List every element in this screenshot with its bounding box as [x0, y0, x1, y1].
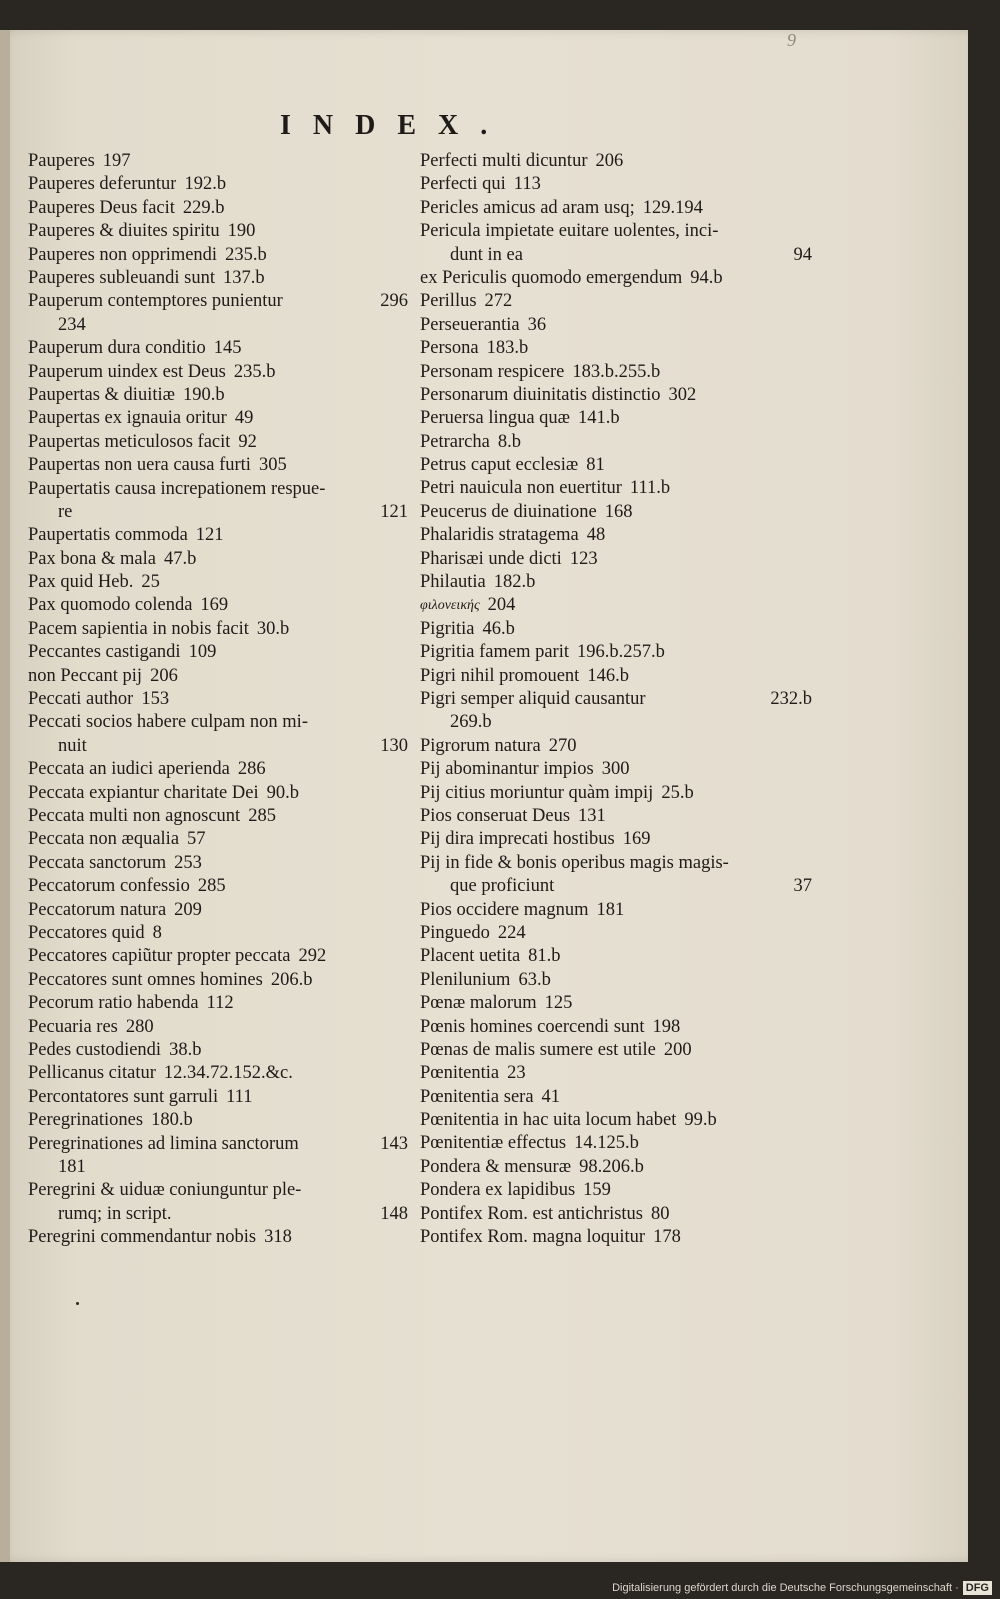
entry-term: Peccantes castigandi — [28, 642, 181, 663]
index-entry — [420, 1062, 812, 1085]
entry-term: Pauperes subleuandi sunt — [28, 267, 216, 288]
index-entry — [420, 665, 812, 688]
index-entry — [28, 197, 408, 220]
entry-page-ref — [400, 1179, 408, 1202]
index-entry — [28, 1039, 408, 1062]
entry-term: Paupertatis commoda — [28, 525, 188, 546]
entry-page-ref: 8 — [152, 922, 162, 943]
index-entry — [28, 548, 408, 571]
page-edge — [0, 30, 10, 1562]
entry-page-ref: 125 — [544, 993, 573, 1014]
entry-continuation: dunt in ea — [450, 244, 523, 265]
entry-term: Peccata multi non agnoscunt — [28, 806, 241, 827]
index-entry — [28, 1109, 408, 1132]
entry-page-ref: 14.125.b — [574, 1133, 639, 1154]
index-entry — [28, 173, 408, 196]
entry-term: Pigritia famem parit — [420, 642, 569, 663]
entry-page-ref: 137.b — [223, 267, 265, 288]
index-entry — [28, 454, 408, 477]
index-entry — [28, 805, 408, 828]
entry-term: Pauperum contemptores punientur — [28, 291, 283, 312]
entry-term: Peruersa lingua quæ — [420, 408, 571, 429]
index-entry — [420, 501, 812, 524]
entry-page-ref: 47.b — [163, 548, 197, 569]
index-entry — [28, 852, 408, 875]
index-entry — [28, 688, 408, 711]
index-entry — [420, 828, 812, 851]
index-entry — [420, 454, 812, 477]
entry-page-ref: 183.b.255.b — [572, 361, 661, 382]
index-entry — [420, 945, 812, 968]
entry-page-ref: 180.b — [151, 1110, 193, 1131]
index-entry — [420, 969, 812, 992]
index-entry — [28, 782, 408, 805]
entry-page-ref: 146.b — [587, 665, 629, 686]
index-entry — [28, 875, 408, 898]
entry-term: Pauperum dura conditio — [28, 338, 206, 359]
entry-term: φιλονεικής — [420, 598, 480, 614]
entry-page-ref: 112 — [206, 993, 234, 1014]
entry-continuation: 181 — [58, 1156, 86, 1177]
index-entry — [28, 571, 408, 594]
entry-term: Pharisæi unde dicti — [420, 548, 562, 569]
entry-page-ref: 253 — [174, 852, 202, 873]
entry-term: Peregrinationes ad limina sanctorum — [28, 1133, 299, 1154]
index-entry — [28, 758, 408, 781]
entry-term: Pax quid Heb. — [28, 572, 134, 593]
entry-page-ref: 206 — [150, 665, 178, 686]
entry-page-ref: 63.b — [518, 969, 551, 990]
entry-term: Peccatores sunt omnes homines — [28, 969, 263, 990]
entry-term: Peregrini & uiduæ coniunguntur ple- — [28, 1180, 302, 1201]
entry-term: Paupertas non uera causa furti — [28, 455, 251, 476]
entry-page-ref: 272 — [484, 291, 513, 312]
entry-page-ref: 90.b — [266, 782, 299, 803]
entry-term: Pinguedo — [420, 922, 490, 943]
entry-page-ref: 300 — [601, 759, 630, 780]
index-entry — [28, 828, 408, 851]
index-entry — [28, 1062, 408, 1085]
index-entry — [28, 150, 408, 173]
index-heading: INDEX. — [280, 110, 510, 141]
index-entry — [28, 1179, 408, 1226]
folio-number: 9 — [787, 30, 796, 50]
entry-term: Pœnitentia in hac uita locum habet — [420, 1110, 677, 1131]
index-entry — [420, 267, 812, 290]
entry-term: Pacem sapientia in nobis facit — [28, 618, 249, 639]
entry-page-ref: 30.b — [256, 618, 290, 639]
entry-page-ref — [400, 478, 408, 501]
entry-page-ref: 131 — [578, 805, 606, 826]
index-entry — [28, 945, 408, 968]
index-entry — [420, 197, 812, 220]
entry-continuation-page-ref: 121 — [380, 501, 408, 522]
index-entry — [28, 1086, 408, 1109]
entry-page-ref: 206 — [595, 150, 624, 171]
index-entry — [420, 922, 812, 945]
entry-page-ref: 168 — [604, 501, 633, 522]
entry-page-ref: 302 — [668, 384, 697, 405]
entry-page-ref: 183.b — [486, 338, 529, 359]
digitization-footer — [0, 1577, 1000, 1599]
index-entry — [28, 431, 408, 454]
index-entry — [28, 361, 408, 384]
entry-page-ref: 48 — [586, 525, 606, 546]
entry-page-ref: 296 — [380, 291, 408, 312]
entry-page-ref: 81 — [586, 455, 605, 476]
entry-term: Pecorum ratio habenda — [28, 993, 199, 1014]
index-entry — [420, 992, 812, 1015]
index-entry — [420, 478, 812, 501]
index-entry — [28, 992, 408, 1015]
entry-page-ref: 190 — [227, 221, 256, 242]
entry-page-ref: 46.b — [482, 618, 515, 639]
entry-page-ref: 318 — [264, 1227, 292, 1248]
index-entry — [420, 735, 812, 758]
index-entry — [420, 1039, 812, 1062]
entry-term: Pauperes deferuntur — [28, 174, 177, 195]
index-entry — [420, 337, 812, 360]
entry-continuation-page-ref: 130 — [380, 735, 408, 756]
entry-page-ref — [400, 711, 408, 734]
footer-text: Digitalisierung gefördert durch die Deutsche Forschungsgemeinschaft · — [612, 1582, 959, 1594]
index-entry — [420, 852, 812, 899]
entry-page-ref: 190.b — [182, 384, 225, 405]
entry-term: Perfecti multi dicuntur — [420, 150, 588, 171]
entry-term: Pellicanus citatur — [28, 1063, 156, 1084]
entry-term: Pœnitentia — [420, 1063, 500, 1084]
index-entry — [420, 314, 812, 337]
index-entry — [420, 594, 812, 617]
index-entry — [420, 1156, 812, 1179]
index-entry — [28, 618, 408, 641]
index-entry — [420, 782, 812, 805]
entry-term: Pontifex Rom. est antichristus — [420, 1203, 644, 1224]
entry-continuation-page-ref: 37 — [793, 876, 812, 897]
entry-page-ref: 98.206.b — [579, 1156, 644, 1177]
entry-term: Pœnitentia sera — [420, 1086, 534, 1107]
entry-term: Pij in fide & bonis operibus magis magis- — [420, 852, 729, 873]
entry-term: Pigritia — [420, 618, 475, 639]
entry-term: Pœnæ malorum — [420, 993, 537, 1014]
entry-term: Personam respicere — [420, 361, 565, 382]
entry-term: Pax bona & mala — [28, 548, 156, 569]
entry-page-ref: 38.b — [169, 1039, 202, 1060]
entry-continuation: 234 — [58, 314, 86, 335]
entry-term: Peccata sanctorum — [28, 852, 167, 873]
entry-page-ref: 305 — [258, 455, 287, 476]
index-entry — [420, 384, 812, 407]
index-entry — [420, 1016, 812, 1039]
entry-page-ref: 292 — [298, 946, 327, 967]
entry-page-ref: 169 — [200, 595, 229, 616]
index-entry — [420, 407, 812, 430]
entry-term: Personarum diuinitatis distinctio — [420, 384, 661, 405]
entry-page-ref — [804, 852, 812, 875]
index-entry — [28, 524, 408, 547]
entry-term: Pericles amicus ad aram usq; — [420, 197, 635, 218]
index-entry — [28, 478, 408, 525]
index-entry — [28, 899, 408, 922]
entry-term: Peccatores quid — [28, 922, 145, 943]
entry-term: Petrarcha — [420, 431, 490, 452]
entry-term: Pondera ex lapidibus — [420, 1180, 576, 1201]
index-entry — [28, 665, 408, 688]
index-entry — [420, 524, 812, 547]
index-entry — [28, 641, 408, 664]
entry-page-ref: 178 — [653, 1227, 681, 1248]
index-entry — [420, 173, 812, 196]
entry-page-ref: 224 — [497, 922, 526, 943]
entry-page-ref: 235.b — [225, 244, 267, 265]
index-entry — [420, 758, 812, 781]
entry-term: Pauperum uindex est Deus — [28, 361, 226, 382]
entry-term: Peccatorum confessio — [28, 876, 190, 897]
right-index-column — [420, 150, 812, 1249]
entry-page-ref: 8.b — [497, 431, 521, 452]
entry-term: Paupertas ex ignauia oritur — [28, 408, 227, 429]
entry-page-ref: 198 — [652, 1016, 681, 1037]
index-entry — [420, 1109, 812, 1132]
entry-page-ref: 270 — [548, 735, 577, 756]
entry-term: Plenilunium — [420, 969, 511, 990]
entry-page-ref: 206.b — [270, 969, 313, 990]
entry-page-ref: 229.b — [182, 197, 225, 218]
left-index-column — [28, 150, 408, 1250]
entry-page-ref: 57 — [187, 829, 206, 850]
entry-page-ref: 280 — [125, 1016, 154, 1037]
index-entry — [420, 899, 812, 922]
entry-page-ref: 25.b — [661, 782, 694, 803]
entry-page-ref: 159 — [583, 1180, 611, 1201]
entry-page-ref: 92 — [238, 431, 257, 452]
index-entry — [28, 244, 408, 267]
entry-page-ref: 182.b — [493, 572, 536, 593]
entry-page-ref: 286 — [237, 759, 266, 780]
entry-term: Peregrini commendantur nobis — [28, 1227, 257, 1248]
index-entry — [420, 150, 812, 173]
index-entry — [28, 407, 408, 430]
entry-term: Peccata an iudici aperienda — [28, 759, 230, 780]
index-entry — [420, 548, 812, 571]
entry-term: Pauperes Deus facit — [28, 197, 175, 218]
entry-term: Pontifex Rom. magna loquitur — [420, 1227, 646, 1248]
index-entry — [420, 641, 812, 664]
index-entry — [28, 969, 408, 992]
index-entry — [420, 688, 812, 735]
entry-term: Petri nauicula non euertitur — [420, 478, 622, 499]
index-entry — [28, 594, 408, 617]
entry-page-ref: 81.b — [528, 946, 561, 967]
entry-term: Pij citius moriuntur quàm impij — [420, 782, 654, 803]
index-entry — [28, 290, 408, 337]
index-entry — [420, 220, 812, 267]
entry-page-ref: 196.b.257.b — [577, 642, 665, 663]
entry-page-ref: 169 — [622, 829, 651, 850]
entry-page-ref: 109 — [188, 642, 217, 663]
entry-term: Petrus caput ecclesiæ — [420, 455, 579, 476]
entry-term: Perfecti qui — [420, 174, 506, 195]
entry-term: Phalaridis stratagema — [420, 525, 579, 546]
entry-term: Pax quomodo colenda — [28, 595, 193, 616]
entry-page-ref: 204 — [487, 595, 516, 616]
entry-page-ref: 111.b — [629, 478, 671, 499]
index-entry — [28, 1226, 408, 1249]
entry-page-ref: 181 — [596, 899, 625, 920]
entry-page-ref: 80 — [651, 1203, 670, 1224]
index-entry — [28, 711, 408, 758]
index-entry — [420, 361, 812, 384]
entry-term: Pij abominantur impios — [420, 759, 594, 780]
entry-continuation: rumq; in script. — [58, 1203, 172, 1224]
entry-page-ref: 49 — [234, 408, 254, 429]
entry-page-ref: 232.b — [770, 689, 812, 710]
entry-page-ref: 12.34.72.152.&c. — [163, 1063, 293, 1084]
entry-continuation-page-ref: 148 — [380, 1203, 408, 1224]
entry-page-ref: 200 — [663, 1039, 692, 1060]
index-entry — [28, 220, 408, 243]
index-entry — [420, 1203, 812, 1226]
entry-continuation: que proficiunt — [450, 876, 555, 897]
entry-page-ref: 285 — [248, 806, 276, 827]
entry-continuation: re — [58, 501, 73, 522]
entry-page-ref: 145 — [213, 338, 242, 359]
entry-term: Paupertas & diuitiæ — [28, 384, 175, 405]
entry-term: Peccata non æqualia — [28, 829, 180, 850]
index-entry — [420, 805, 812, 828]
entry-term: Pedes custodiendi — [28, 1039, 162, 1060]
entry-page-ref: 113 — [513, 174, 541, 195]
entry-term: Pauperes — [28, 150, 95, 171]
entry-page-ref — [804, 220, 812, 243]
index-entry — [420, 1133, 812, 1156]
entry-page-ref: 285 — [197, 876, 226, 897]
entry-term: Pecuaria res — [28, 1016, 118, 1037]
entry-page-ref: 209 — [174, 899, 202, 920]
entry-term: Perillus — [420, 291, 477, 312]
index-entry — [28, 337, 408, 360]
entry-term: Pœnas de malis sumere est utile — [420, 1039, 656, 1060]
entry-term: Pauperes non opprimendi — [28, 244, 218, 265]
index-entry — [28, 267, 408, 290]
entry-page-ref: 141.b — [578, 408, 620, 429]
entry-term: Peccati socios habere culpam non mi- — [28, 712, 308, 733]
entry-page-ref: 36 — [527, 314, 547, 335]
entry-term: Pios occidere magnum — [420, 899, 589, 920]
entry-term: Pericula impietate euitare uolentes, inci- — [420, 221, 719, 242]
entry-page-ref: 41 — [541, 1086, 561, 1107]
entry-term: Pigri semper aliquid causantur — [420, 689, 646, 710]
entry-term: Pij dira imprecati hostibus — [420, 829, 615, 850]
entry-term: Pauperes & diuites spiritu — [28, 221, 220, 242]
entry-term: ex Periculis quomodo emergendum — [420, 267, 683, 288]
entry-page-ref: 99.b — [684, 1110, 717, 1131]
entry-term: Paupertas meticulosos facit — [28, 431, 231, 452]
index-entry — [420, 290, 812, 313]
index-entry — [28, 1133, 408, 1180]
entry-term: Pondera & mensuræ — [420, 1156, 572, 1177]
index-entry — [420, 1086, 812, 1109]
ink-speck — [76, 1302, 79, 1305]
entry-continuation: 269.b — [450, 712, 492, 733]
entry-page-ref: 235.b — [233, 361, 276, 382]
entry-term: Pios conseruat Deus — [420, 805, 571, 826]
entry-page-ref: 153 — [141, 689, 170, 710]
entry-term: Peregrinationes — [28, 1110, 144, 1131]
entry-term: Persona — [420, 338, 479, 359]
entry-term: Perseuerantia — [420, 314, 520, 335]
entry-term: Placent uetita — [420, 946, 521, 967]
entry-page-ref: 23 — [507, 1063, 526, 1084]
entry-page-ref: 25 — [141, 572, 160, 593]
entry-page-ref: 121 — [195, 525, 224, 546]
entry-continuation-page-ref: 94 — [793, 244, 812, 265]
entry-page-ref: 123 — [569, 548, 598, 569]
entry-page-ref: 129.194 — [642, 197, 703, 218]
entry-term: Percontatores sunt garruli — [28, 1086, 219, 1107]
entry-term: Peucerus de diuinatione — [420, 501, 597, 522]
entry-term: Pigrorum natura — [420, 735, 541, 756]
index-entry — [420, 571, 812, 594]
index-entry — [420, 618, 812, 641]
entry-page-ref: 111 — [226, 1086, 253, 1107]
index-entry — [28, 384, 408, 407]
entry-term: Pigri nihil promouent — [420, 665, 580, 686]
index-entry — [420, 431, 812, 454]
entry-term: Peccatorum natura — [28, 899, 167, 920]
entry-page-ref: 94.b — [690, 267, 723, 288]
entry-page-ref: 143 — [380, 1133, 408, 1154]
index-entry — [420, 1226, 812, 1249]
entry-term: Philautia — [420, 572, 486, 593]
entry-term: non Peccant pij — [28, 665, 143, 686]
entry-term: Peccata expiantur charitate Dei — [28, 782, 259, 803]
entry-term: Pœnis homines coercendi sunt — [420, 1016, 645, 1037]
entry-continuation: nuit — [58, 735, 87, 756]
index-entry — [28, 922, 408, 945]
index-entry — [28, 1016, 408, 1039]
dfg-badge: DFG — [963, 1581, 992, 1595]
entry-page-ref: 192.b — [184, 174, 227, 195]
entry-term: Peccati author — [28, 689, 134, 710]
index-entry — [420, 1179, 812, 1202]
entry-page-ref: 197 — [102, 150, 131, 171]
entry-term: Pœnitentiæ effectus — [420, 1133, 567, 1154]
entry-term: Paupertatis causa increpationem respue- — [28, 478, 326, 499]
entry-term: Peccatores capiũtur propter peccata — [28, 946, 291, 967]
